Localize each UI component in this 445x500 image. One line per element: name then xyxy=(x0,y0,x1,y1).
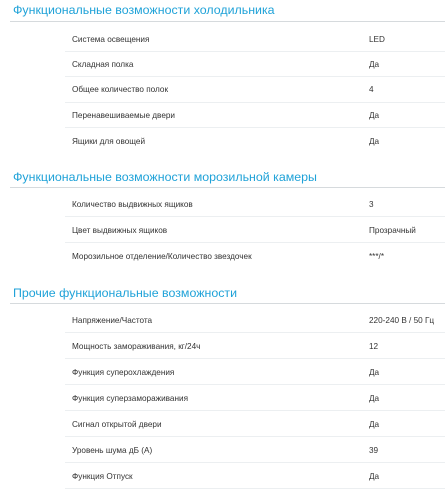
spec-row-folding-shelf xyxy=(0,59,445,85)
row-divider xyxy=(65,332,445,333)
spec-row-freezing-capacity xyxy=(0,341,445,367)
row-divider xyxy=(65,462,445,463)
section-title: Функциональные возможности холодильника xyxy=(13,3,275,17)
spec-value: 220-240 В / 50 Гц xyxy=(369,316,435,325)
spec-value: 12 xyxy=(369,342,379,351)
spec-label: Складная полка xyxy=(72,60,134,69)
spec-value: Да xyxy=(369,472,380,481)
spec-value: Да xyxy=(369,420,380,429)
spec-value: Да xyxy=(369,111,380,120)
row-divider xyxy=(65,410,445,411)
spec-row-reversible-doors xyxy=(0,110,445,136)
spec-row-lighting xyxy=(0,34,445,60)
spec-row-noise-level xyxy=(0,445,445,471)
spec-row-super-freezing xyxy=(0,393,445,419)
spec-value: LED xyxy=(369,35,385,44)
spec-label: Перенавешиваемые двери xyxy=(72,111,175,120)
section-divider xyxy=(10,21,445,22)
section-title: Прочие функциональные возможности xyxy=(13,286,238,300)
spec-label: Система освещения xyxy=(72,35,150,44)
spec-value: Прозрачный xyxy=(369,226,416,235)
spec-label: Цвет выдвижных ящиков xyxy=(72,226,168,235)
spec-row-total-shelves xyxy=(0,84,445,110)
spec-row-holiday-mode xyxy=(0,471,445,497)
spec-row-super-cooling xyxy=(0,367,445,393)
spec-value: ***/* xyxy=(369,252,385,261)
spec-label: Сигнал открытой двери xyxy=(72,420,162,429)
spec-row-vegetable-drawers xyxy=(0,136,445,162)
spec-value: Да xyxy=(369,60,380,69)
spec-value: 4 xyxy=(369,85,374,94)
spec-label: Общее количество полок xyxy=(72,85,169,94)
spec-label: Функция суперзамораживания xyxy=(72,394,189,403)
row-divider xyxy=(65,51,445,52)
spec-label: Функция Отпуск xyxy=(72,472,133,481)
spec-label: Морозильное отделение/Количество звездочек xyxy=(72,252,252,261)
spec-value: 3 xyxy=(369,200,374,209)
section-divider xyxy=(10,187,445,188)
spec-label: Напряжение/Частота xyxy=(72,316,153,325)
row-divider xyxy=(65,216,445,217)
spec-label: Мощность замораживания, кг/24ч xyxy=(72,342,201,351)
spec-value: Да xyxy=(369,368,380,377)
section-divider xyxy=(10,303,445,304)
row-divider xyxy=(65,127,445,128)
row-divider xyxy=(65,384,445,385)
row-divider xyxy=(65,488,445,489)
spec-row-star-rating xyxy=(0,251,445,277)
spec-row-drawer-count xyxy=(0,199,445,225)
row-divider xyxy=(65,436,445,437)
spec-label: Ящики для овощей xyxy=(72,137,146,146)
spec-row-drawer-color xyxy=(0,225,445,251)
row-divider xyxy=(65,358,445,359)
row-divider xyxy=(65,76,445,77)
spec-value: Да xyxy=(369,394,380,403)
spec-label: Уровень шума дБ (А) xyxy=(72,446,153,455)
spec-label: Функция суперохлаждения xyxy=(72,368,175,377)
spec-row-door-open-alarm xyxy=(0,419,445,445)
spec-value: Да xyxy=(369,137,380,146)
spec-label: Количество выдвижных ящиков xyxy=(72,200,193,209)
spec-value: 39 xyxy=(369,446,379,455)
section-title: Функциональные возможности морозильной камеры xyxy=(13,170,317,184)
spec-row-voltage-frequency xyxy=(0,315,445,341)
row-divider xyxy=(65,102,445,103)
row-divider xyxy=(65,242,445,243)
